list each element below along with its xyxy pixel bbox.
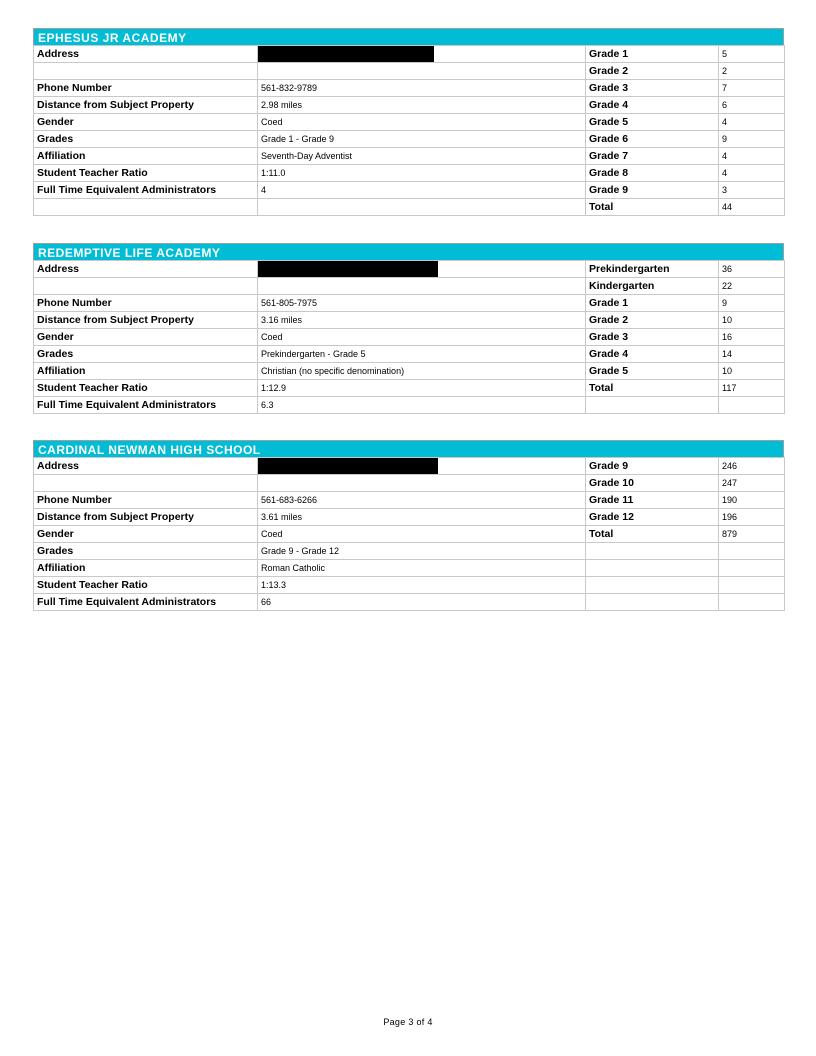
- redaction-block: [258, 261, 438, 278]
- grade-label: Grade 8: [586, 165, 719, 182]
- table-row: [34, 492, 785, 509]
- table-row: [34, 346, 785, 363]
- ratio-label: Student Teacher Ratio: [34, 577, 258, 594]
- table-row: [34, 577, 785, 594]
- table-row: [34, 148, 785, 165]
- table-row: [34, 594, 785, 611]
- school-name: CARDINAL NEWMAN HIGH SCHOOL: [33, 440, 784, 457]
- grade-count: 4: [719, 114, 785, 131]
- empty-cell: [258, 278, 586, 295]
- ratio-label: Student Teacher Ratio: [34, 165, 258, 182]
- grade-count: 3: [719, 182, 785, 199]
- empty-cell: [586, 560, 719, 577]
- table-row: [34, 63, 785, 80]
- empty-cell: [719, 560, 785, 577]
- table-row: [34, 526, 785, 543]
- grade-count: 4: [719, 148, 785, 165]
- table-row: [34, 131, 785, 148]
- table-row: [34, 261, 785, 278]
- table-row: [34, 380, 785, 397]
- grade-count: 5: [719, 46, 785, 63]
- school-info-table: [33, 45, 785, 216]
- ratio-label: Student Teacher Ratio: [34, 380, 258, 397]
- phone-value: 561-683-6266: [258, 492, 586, 509]
- address-label: Address: [34, 261, 258, 278]
- grade-label: Grade 10: [586, 475, 719, 492]
- grade-label: Grade 5: [586, 114, 719, 131]
- table-row: [34, 329, 785, 346]
- affiliation-value: Seventh-Day Adventist: [258, 148, 586, 165]
- grades-value: Grade 1 - Grade 9: [258, 131, 586, 148]
- distance-value: 3.61 miles: [258, 509, 586, 526]
- grade-count: 22: [719, 278, 785, 295]
- school-section-cardinal-newman: [33, 440, 784, 611]
- gender-value: Coed: [258, 526, 586, 543]
- table-row: [34, 97, 785, 114]
- empty-cell: [34, 278, 258, 295]
- grade-label: Grade 2: [586, 63, 719, 80]
- empty-cell: [258, 63, 586, 80]
- grade-label: Prekindergarten: [586, 261, 719, 278]
- school-name: EPHESUS JR ACADEMY: [33, 28, 784, 45]
- gender-value: Coed: [258, 329, 586, 346]
- phone-value: 561-805-7975: [258, 295, 586, 312]
- ratio-value: 1:12.9: [258, 380, 586, 397]
- grade-count: 246: [719, 458, 785, 475]
- total-label: Total: [586, 526, 719, 543]
- grade-count: 9: [719, 295, 785, 312]
- empty-cell: [586, 577, 719, 594]
- distance-label: Distance from Subject Property: [34, 97, 258, 114]
- grade-label: Grade 6: [586, 131, 719, 148]
- table-row: [34, 397, 785, 414]
- empty-cell: [586, 543, 719, 560]
- grade-count: 7: [719, 80, 785, 97]
- grade-count: 4: [719, 165, 785, 182]
- school-name: REDEMPTIVE LIFE ACADEMY: [33, 243, 784, 260]
- grade-count: 196: [719, 509, 785, 526]
- grade-count: 9: [719, 131, 785, 148]
- table-row: [34, 560, 785, 577]
- empty-cell: [719, 594, 785, 611]
- empty-cell: [586, 397, 719, 414]
- grade-label: Grade 1: [586, 295, 719, 312]
- ratio-value: 1:11.0: [258, 165, 586, 182]
- affiliation-value: Christian (no specific denomination): [258, 363, 586, 380]
- empty-cell: [258, 475, 586, 492]
- distance-label: Distance from Subject Property: [34, 509, 258, 526]
- total-label: Total: [586, 380, 719, 397]
- address-value-redacted: [258, 261, 586, 278]
- page-number: Page 3 of 4: [383, 1017, 433, 1027]
- grades-label: Grades: [34, 346, 258, 363]
- school-info-table: [33, 260, 785, 414]
- grades-label: Grades: [34, 543, 258, 560]
- grade-count: 190: [719, 492, 785, 509]
- grade-label: Grade 12: [586, 509, 719, 526]
- address-value-redacted: [258, 46, 586, 63]
- grade-label: Grade 9: [586, 458, 719, 475]
- grade-count: 14: [719, 346, 785, 363]
- table-row: [34, 458, 785, 475]
- empty-cell: [586, 594, 719, 611]
- address-value-redacted: [258, 458, 586, 475]
- total-label: Total: [586, 199, 719, 216]
- ratio-value: 1:13.3: [258, 577, 586, 594]
- total-count: 44: [719, 199, 785, 216]
- grade-count: 247: [719, 475, 785, 492]
- table-row: [34, 199, 785, 216]
- grades-label: Grades: [34, 131, 258, 148]
- grade-label: Grade 9: [586, 182, 719, 199]
- table-row: [34, 80, 785, 97]
- grade-count: 10: [719, 312, 785, 329]
- phone-label: Phone Number: [34, 80, 258, 97]
- table-row: [34, 295, 785, 312]
- gender-value: Coed: [258, 114, 586, 131]
- grade-label: Grade 2: [586, 312, 719, 329]
- table-row: [34, 114, 785, 131]
- grade-label: Grade 3: [586, 80, 719, 97]
- affiliation-label: Affiliation: [34, 560, 258, 577]
- grade-label: Grade 3: [586, 329, 719, 346]
- distance-value: 2.98 miles: [258, 97, 586, 114]
- redaction-block: [258, 458, 438, 475]
- fte-label: Full Time Equivalent Administrators: [34, 397, 258, 414]
- distance-value: 3.16 miles: [258, 312, 586, 329]
- gender-label: Gender: [34, 526, 258, 543]
- grades-value: Grade 9 - Grade 12: [258, 543, 586, 560]
- table-row: [34, 278, 785, 295]
- school-section-redemptive: [33, 243, 784, 414]
- table-row: [34, 165, 785, 182]
- distance-label: Distance from Subject Property: [34, 312, 258, 329]
- grade-label: Grade 5: [586, 363, 719, 380]
- address-label: Address: [34, 46, 258, 63]
- grades-value: Prekindergarten - Grade 5: [258, 346, 586, 363]
- empty-cell: [34, 63, 258, 80]
- empty-cell: [719, 397, 785, 414]
- grade-label: Kindergarten: [586, 278, 719, 295]
- fte-value: 66: [258, 594, 586, 611]
- school-section-ephesus: [33, 28, 784, 216]
- phone-value: 561-832-9789: [258, 80, 586, 97]
- empty-cell: [719, 577, 785, 594]
- fte-value: 4: [258, 182, 586, 199]
- grade-label: Grade 4: [586, 346, 719, 363]
- school-info-table: [33, 457, 785, 611]
- empty-cell: [34, 475, 258, 492]
- total-count: 879: [719, 526, 785, 543]
- table-row: [34, 46, 785, 63]
- table-row: [34, 475, 785, 492]
- grade-label: Grade 11: [586, 492, 719, 509]
- address-label: Address: [34, 458, 258, 475]
- table-row: [34, 543, 785, 560]
- fte-label: Full Time Equivalent Administrators: [34, 594, 258, 611]
- table-row: [34, 363, 785, 380]
- fte-label: Full Time Equivalent Administrators: [34, 182, 258, 199]
- grade-label: Grade 4: [586, 97, 719, 114]
- gender-label: Gender: [34, 329, 258, 346]
- phone-label: Phone Number: [34, 295, 258, 312]
- affiliation-label: Affiliation: [34, 148, 258, 165]
- grade-count: 16: [719, 329, 785, 346]
- empty-cell: [34, 199, 258, 216]
- table-row: [34, 509, 785, 526]
- affiliation-value: Roman Catholic: [258, 560, 586, 577]
- phone-label: Phone Number: [34, 492, 258, 509]
- grade-label: Grade 1: [586, 46, 719, 63]
- redaction-block: [258, 46, 434, 63]
- grade-count: 2: [719, 63, 785, 80]
- table-row: [34, 182, 785, 199]
- empty-cell: [719, 543, 785, 560]
- table-row: [34, 312, 785, 329]
- total-count: 117: [719, 380, 785, 397]
- grade-count: 6: [719, 97, 785, 114]
- empty-cell: [258, 199, 586, 216]
- grade-count: 36: [719, 261, 785, 278]
- fte-value: 6.3: [258, 397, 586, 414]
- gender-label: Gender: [34, 114, 258, 131]
- grade-label: Grade 7: [586, 148, 719, 165]
- affiliation-label: Affiliation: [34, 363, 258, 380]
- grade-count: 10: [719, 363, 785, 380]
